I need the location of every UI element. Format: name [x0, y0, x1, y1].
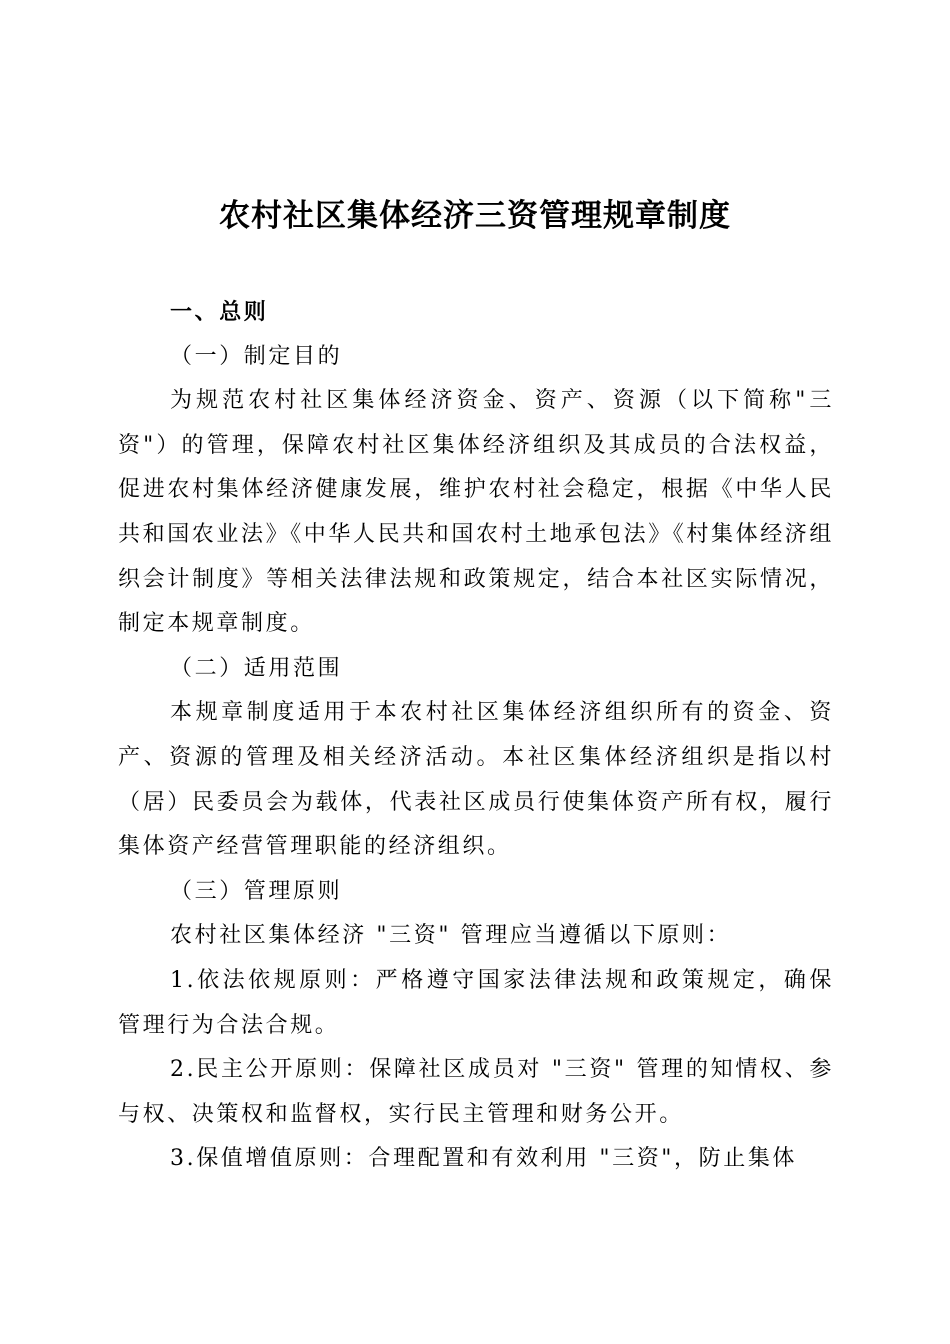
list-item-principle-3: 3.保值增值原则：合理配置和有效利用 "三资"，防止集体 — [170, 1146, 798, 1172]
paragraph-principles-intro: 农村社区集体经济 "三资" 管理应当遵循以下原则： — [170, 923, 732, 949]
list-item-principle-1: 1.依法依规原则：严格遵守国家法律法规和政策规定，确保管理行为合法合规。 — [118, 967, 834, 1038]
section-heading-general: 一、总则 — [170, 299, 269, 325]
document-title: 农村社区集体经济三资管理规章制度 — [219, 198, 731, 234]
paragraph-scope: 本规章制度适用于本农村社区集体经济组织所有的资金、资产、资源的管理及相关经济活动。本社区集体经济组织是指以村（居）民委员会为载体，代表社区成员行使集体资产所有权，履行集体资产经营管理职能的经济组织。 — [118, 700, 834, 860]
subheading-principles: （三）管理原则 — [170, 878, 343, 904]
subheading-purpose: （一）制定目的 — [170, 343, 343, 369]
list-item-principle-2: 2.民主公开原则：保障社区成员对 "三资" 管理的知情权、参与权、决策权和监督权，实行民主管理和财务公开。 — [118, 1057, 834, 1127]
document-body — [118, 290, 834, 1182]
subheading-scope: （二）适用范围 — [170, 655, 343, 681]
paragraph-purpose: 为规范农村社区集体经济资金、资产、资源（以下简称"三资"）的管理，保障农村社区集体经济组织及其成员的合法权益，促进农村集体经济健康发展，维护农村社会稳定，根据《中华人民共和国农业法》《中华人民共和国农村土地承包法》《村集体经济组织会计制度》等相关法律法规和政策规定，结合本社区实际情况，制定本规章制度。 — [118, 388, 835, 637]
